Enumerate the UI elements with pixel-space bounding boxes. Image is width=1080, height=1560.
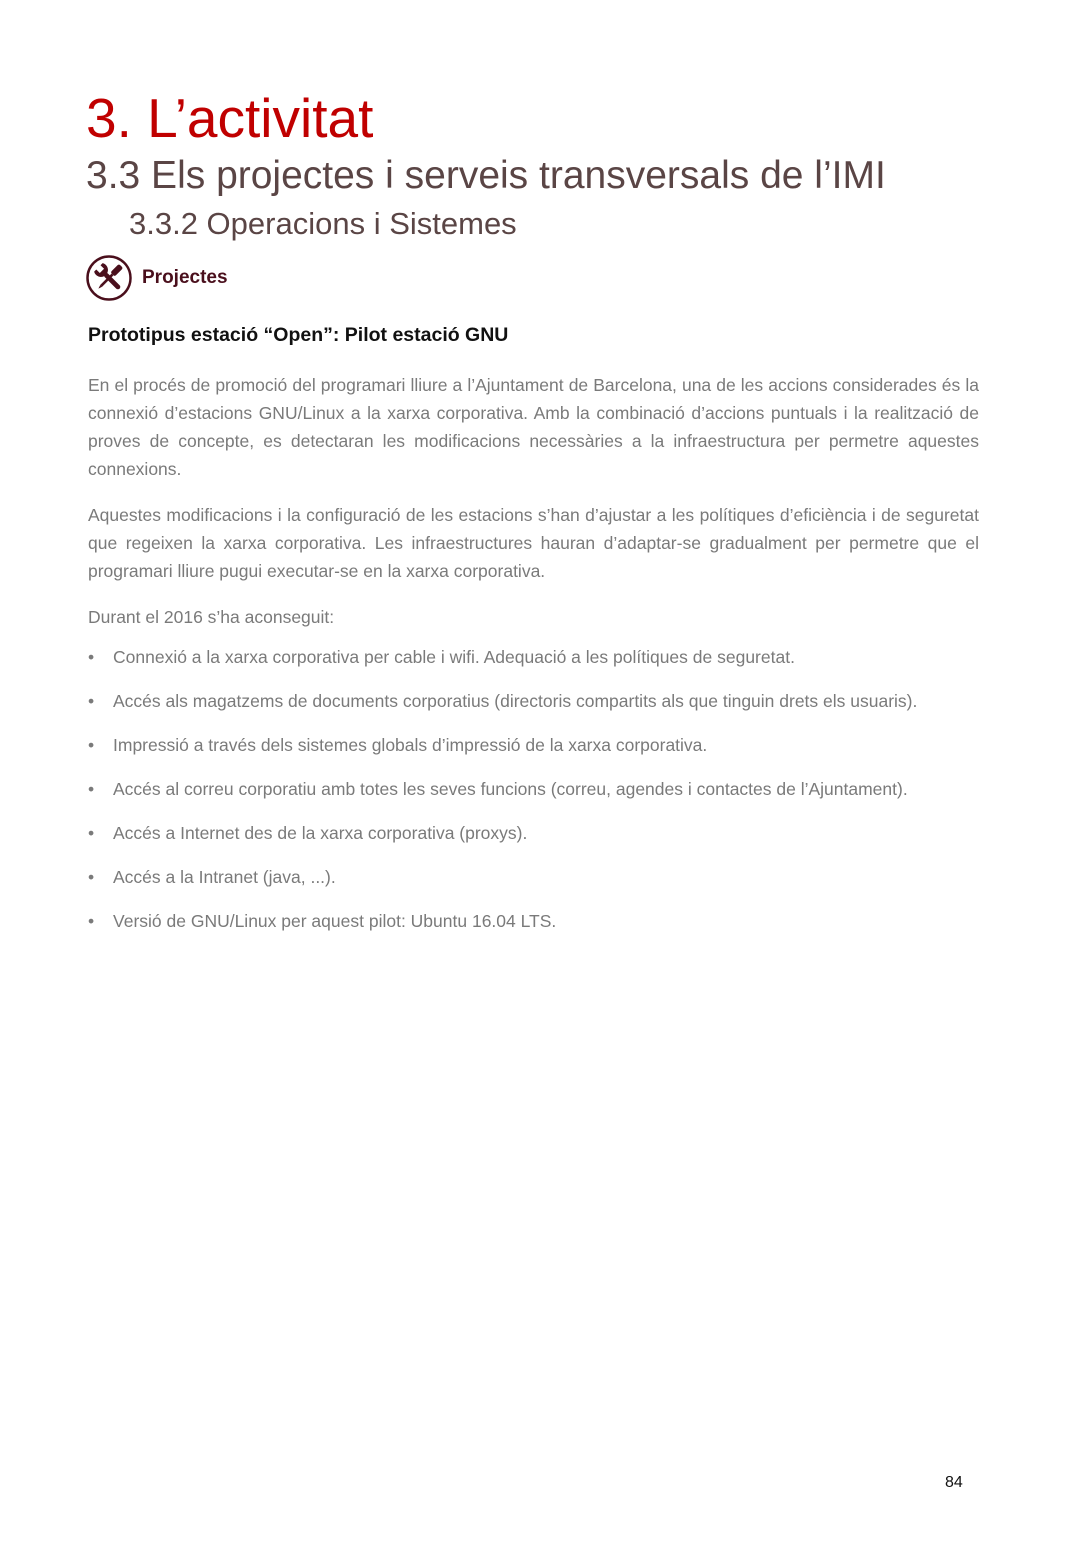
bullet-icon: • xyxy=(88,691,95,711)
projects-label: Projectes xyxy=(142,267,228,288)
achievements-intro: Durant el 2016 s’ha aconseguit: xyxy=(88,607,335,627)
paragraph: En el procés de promoció del programari lliure a l’Ajuntament de Barcelona, una de les accions considerades és la connexió d’estacions GNU/Linux a la xarxa corporativa. Amb la combinació d’accions puntuals i la realització de proves de concepte, es detectaran les modificacions necessàries a la infraestructura per permetre aquestes connexions. xyxy=(88,375,979,479)
wrench-screwdriver-icon xyxy=(86,255,132,301)
list-item xyxy=(88,909,979,933)
page-number: 84 xyxy=(945,1474,963,1491)
project-title: Prototipus estació “Open”: Pilot estació GNU xyxy=(88,324,509,346)
bullet-icon: • xyxy=(88,779,95,799)
list-item-text: Impressió a través dels sistemes globals d’impressió de la xarxa corporativa. xyxy=(113,735,708,755)
list-item xyxy=(88,645,979,669)
bullet-icon: • xyxy=(88,911,95,931)
list-item-text: Accés al correu corporatiu amb totes les seves funcions (correu, agendes i contactes de l’Ajuntament). xyxy=(113,779,908,799)
subsection-title: 3.3.2 Operacions i Sistemes xyxy=(129,206,517,241)
list-item-text: Connexió a la xarxa corporativa per cable i wifi. Adequació a les polítiques de seguretat. xyxy=(113,647,795,667)
list-item xyxy=(88,777,979,801)
achievements-list xyxy=(88,645,979,933)
list-item-text: Accés a Internet des de la xarxa corporativa (proxys). xyxy=(113,823,528,843)
paragraph: Aquestes modificacions i la configuració de les estacions s’han d’ajustar a les polítiques d’eficiència i de seguretat que regeixen la xarxa corporativa. Les infraestructures hauran d’adaptar-se gradualment per permetre que el programari lliure pugui executar-se en la xarxa corporativa. xyxy=(88,505,979,581)
bullet-icon: • xyxy=(88,823,95,843)
bullet-icon: • xyxy=(88,647,95,667)
projects-badge xyxy=(86,255,228,301)
list-item xyxy=(88,865,979,889)
section-title: 3.3 Els projectes i serveis transversals de l’IMI xyxy=(86,154,886,197)
list-item-text: Versió de GNU/Linux per aquest pilot: Ubuntu 16.04 LTS. xyxy=(113,911,557,931)
list-item-text: Accés als magatzems de documents corporatius (directoris compartits als que tinguin drets els usuaris). xyxy=(113,691,918,711)
bullet-icon: • xyxy=(88,735,95,755)
list-item xyxy=(88,821,979,845)
project-body xyxy=(88,371,979,953)
chapter-title: 3. L’activitat xyxy=(86,87,374,149)
list-item xyxy=(88,689,979,713)
list-item-text: Accés a la Intranet (java, ...). xyxy=(113,867,336,887)
bullet-icon: • xyxy=(88,867,95,887)
list-item xyxy=(88,733,979,757)
